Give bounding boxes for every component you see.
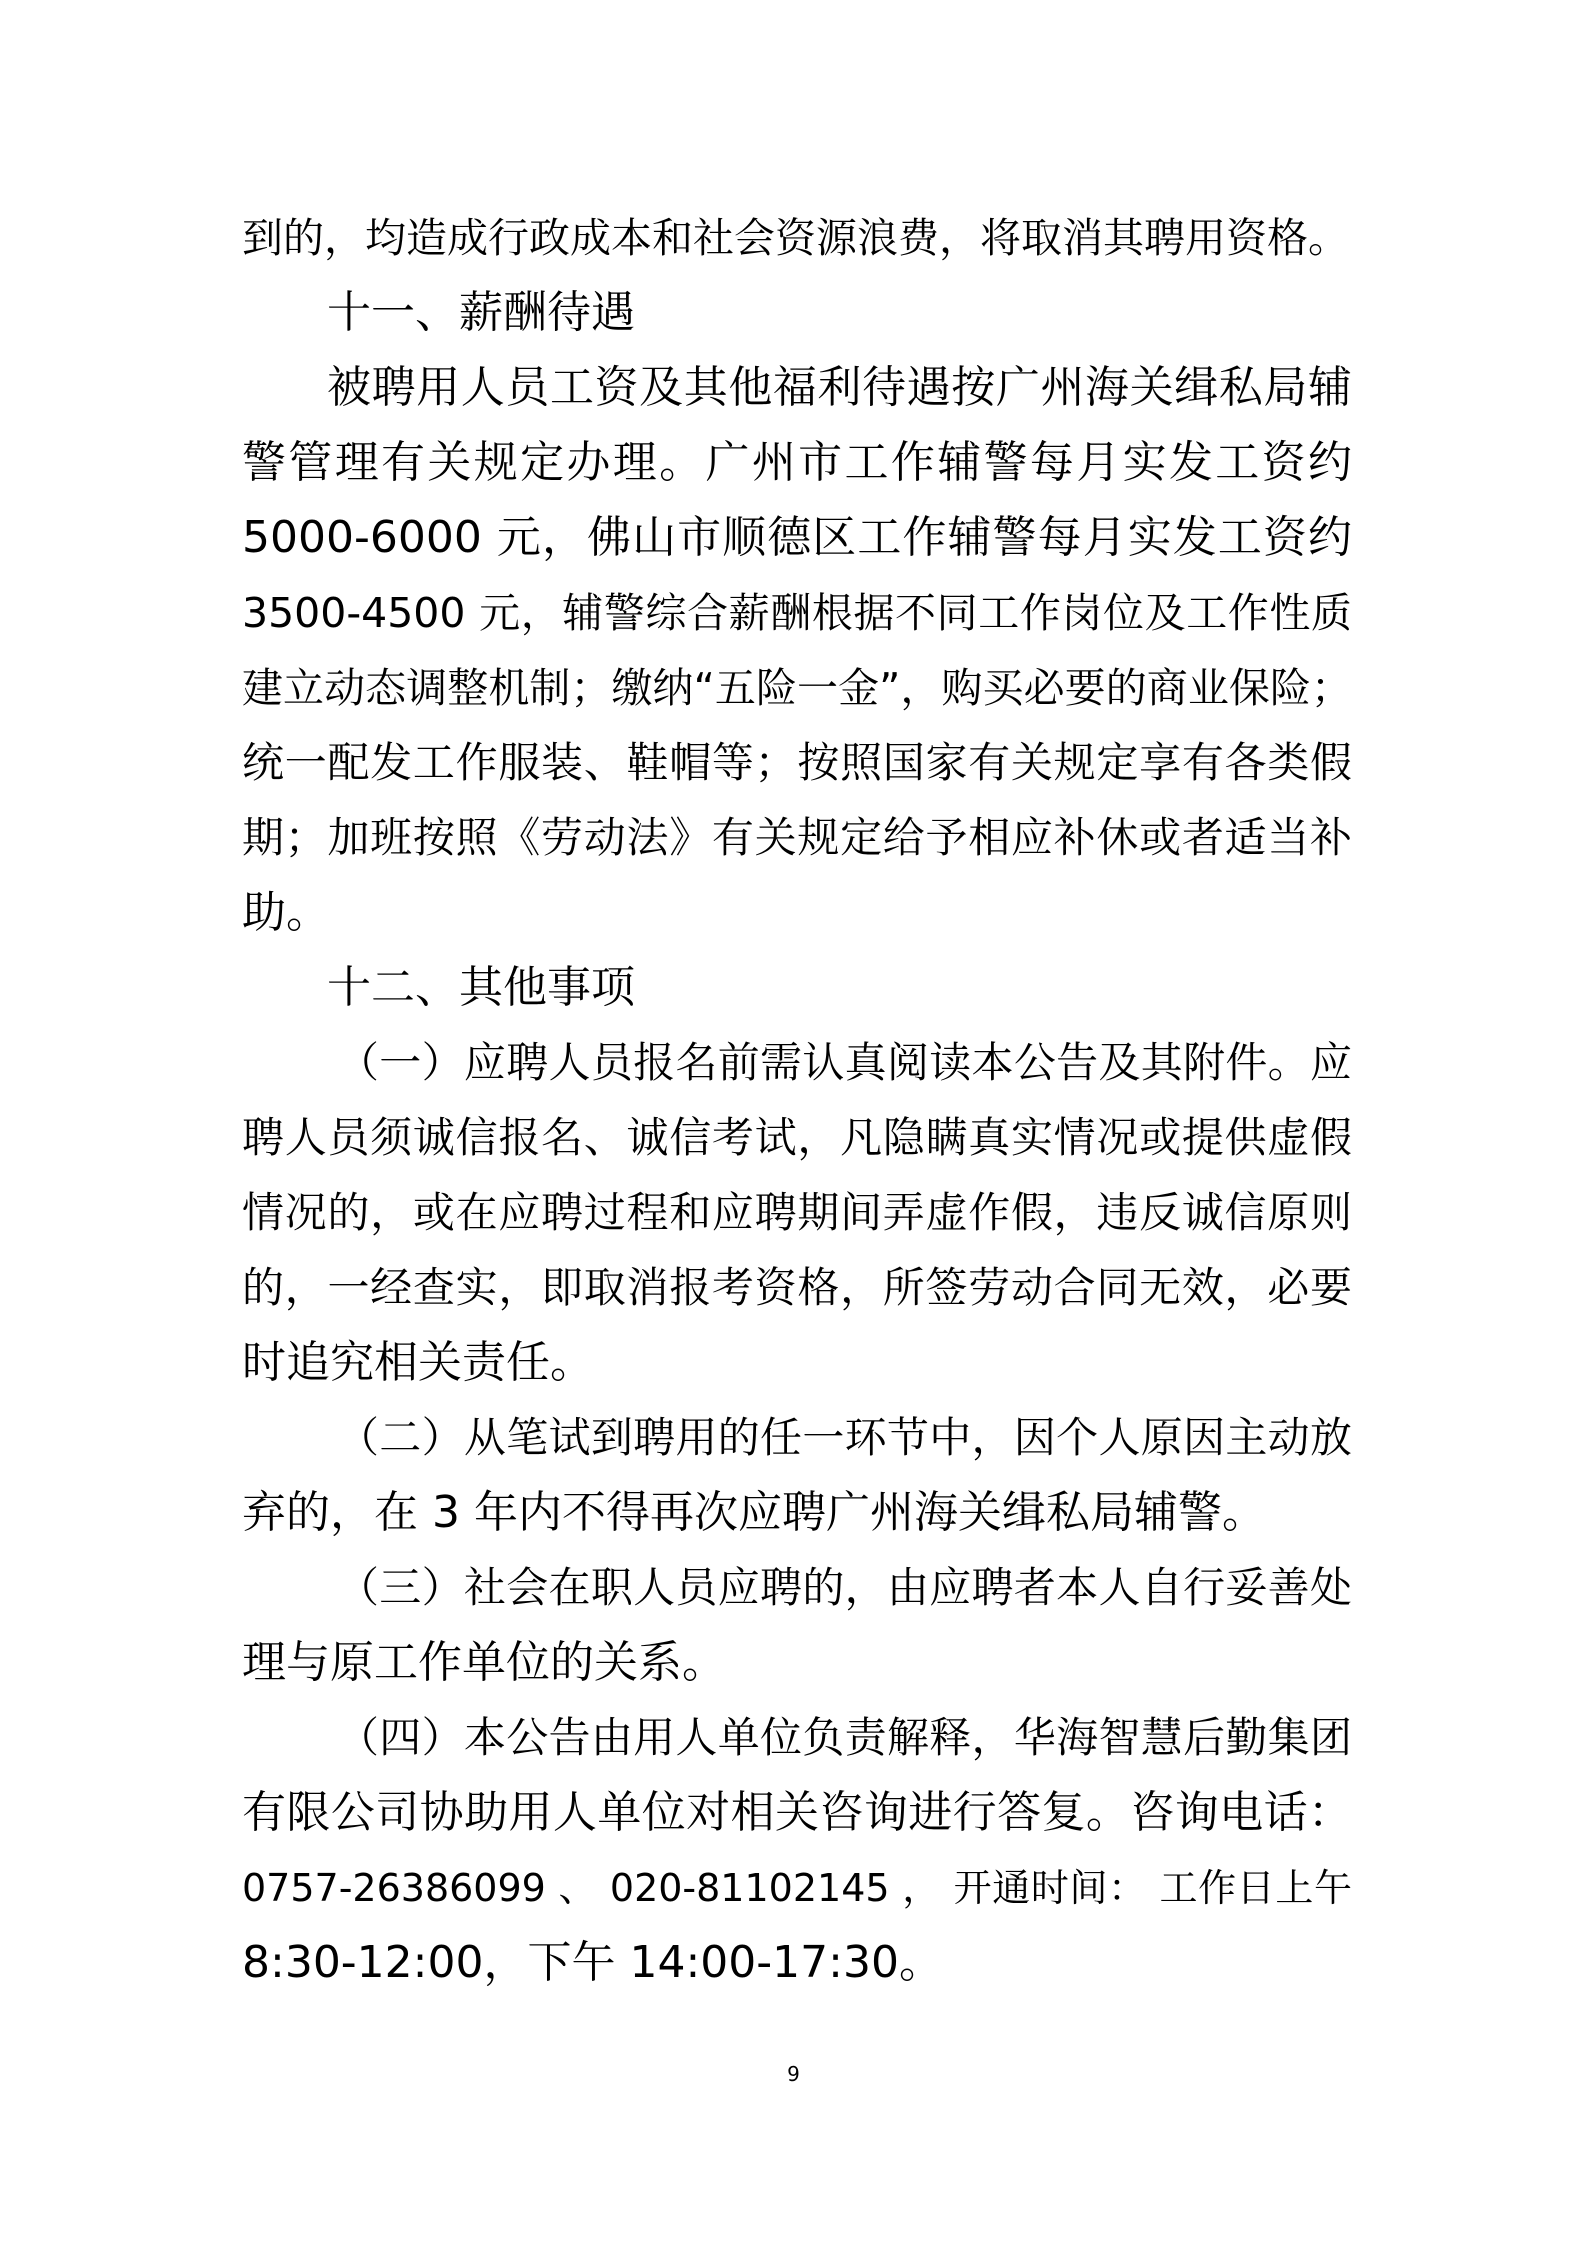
text-line: 警管理有关规定办理。广州市工作辅警每月实发工资约 (242, 437, 1352, 488)
text-line: （三）社会在职人员应聘的，由应聘者本人自行妥善处 (337, 1563, 1352, 1612)
text-line: 助。 (242, 887, 330, 938)
page-number: 9 (787, 2062, 800, 2086)
text-line: 0757-26386099 、 020-81102145 ， 开通时间： 工作日上午 (242, 1866, 1352, 1910)
text-line: 聘人员须诚信报名、诚信考试，凡隐瞒真实情况或提供虚假 (242, 1113, 1352, 1162)
text-line: 弃的，在 3 年内不得再次应聘广州海关缉私局辅警。 (242, 1487, 1266, 1538)
text-line: 3500-4500 元，辅警综合薪酬根据不同工作岗位及工作性质 (242, 589, 1352, 637)
text-line: 被聘用人员工资及其他福利待遇按广州海关缉私局辅 (327, 362, 1352, 413)
text-line: 有限公司协助用人单位对相关咨询进行答复。咨询电话： (242, 1787, 1352, 1838)
section-heading-salary: 十一、薪酬待遇 (327, 287, 635, 338)
text-line: 的，一经查实，即取消报考资格，所签劳动合同无效，必要 (242, 1263, 1352, 1312)
text-line: （一）应聘人员报名前需认真阅读本公告及其附件。应 (337, 1038, 1352, 1087)
text-line: 期；加班按照《劳动法》有关规定给予相应补休或者适当补 (242, 813, 1352, 862)
text-line: （四）本公告由用人单位负责解释，华海智慧后勤集团 (337, 1713, 1352, 1762)
text-line: 统一配发工作服装、鞋帽等；按照国家有关规定享有各类假 (242, 738, 1352, 787)
text-line: 5000-6000 元，佛山市顺德区工作辅警每月实发工资约 (242, 512, 1352, 563)
text-line: 建立动态调整机制；缴纳“五险一金”，购买必要的商业保险； (242, 664, 1352, 712)
text-line: 到的，均造成行政成本和社会资源浪费，将取消其聘用资格。 (242, 214, 1349, 262)
section-heading-other: 十二、其他事项 (327, 962, 635, 1013)
text-line: 情况的，或在应聘过程和应聘期间弄虚作假，违反诚信原则 (242, 1188, 1352, 1237)
text-line: （二）从笔试到聘用的任一环节中，因个人原因主动放 (337, 1413, 1352, 1462)
text-line: 8:30-12:00，下午 14:00-17:30。 (242, 1937, 943, 1988)
text-line: 时追究相关责任。 (242, 1337, 594, 1388)
text-line: 理与原工作单位的关系。 (242, 1637, 726, 1688)
